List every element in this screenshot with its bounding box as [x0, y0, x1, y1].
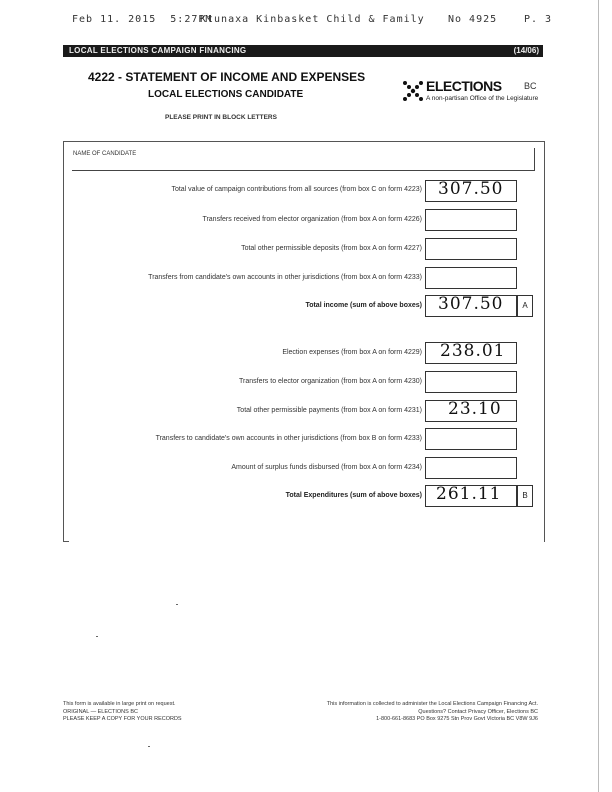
total-income-label: Total income (sum of above boxes) — [305, 302, 422, 309]
row-label-election-expenses: Election expenses (from box A on form 4229) — [282, 349, 422, 356]
logo-word: ELECTIONS — [426, 78, 502, 94]
row-label-own-accounts-in: Transfers from candidate's own accounts in other jurisdictions (from box A on form 4233) — [148, 274, 422, 281]
scan-speck — [148, 746, 150, 747]
footer-left-line-3: PLEASE KEEP A COPY FOR YOUR RECORDS — [63, 716, 182, 722]
row-label-other-deposits: Total other permissible deposits (from box A on form 4227) — [241, 245, 422, 252]
x-mark-icon — [402, 80, 424, 102]
box-letter-b: B — [517, 485, 533, 507]
elector-transfers-out-box[interactable] — [425, 371, 517, 393]
footer-right-line-2: Questions? Contact Privacy Officer, Elections BC — [418, 708, 538, 715]
form-subtitle: LOCAL ELECTIONS CANDIDATE — [148, 89, 304, 100]
contributions-value: 307.50 — [438, 179, 504, 199]
row-label-elector-transfers-in: Transfers received from elector organization (from box A on form 4226) — [202, 216, 422, 223]
own-accounts-out-box[interactable] — [425, 428, 517, 450]
footer-left-line-2: ORIGINAL — ELECTIONS BC — [63, 708, 138, 715]
total-expenditures-label: Total Expenditures (sum of above boxes) — [285, 492, 422, 499]
total-expenditures-value: 261.11 — [436, 484, 502, 504]
row-label-own-accounts-out: Transfers to candidate's own accounts in other jurisdictions (from box B on form 4233) — [155, 435, 422, 442]
other-payments-value: 23.10 — [448, 399, 502, 419]
row-label-surplus-funds: Amount of surplus funds disbursed (from box A on form 4234) — [231, 464, 422, 471]
own-accounts-in-box[interactable] — [425, 267, 517, 289]
band-title: LOCAL ELECTIONS CAMPAIGN FINANCING — [69, 46, 247, 55]
footer-right-line-3: 1-800-661-8683 PO Box 9275 Stn Prov Govt Victoria BC V8W 9J6 — [376, 716, 538, 722]
logo-suffix: BC — [524, 81, 537, 91]
print-instruction: PLEASE PRINT IN BLOCK LETTERS — [165, 114, 277, 121]
fax-header — [72, 14, 572, 28]
other-deposits-box[interactable] — [425, 238, 517, 260]
name-field-end — [534, 148, 535, 170]
row-label-other-payments: Total other permissible payments (from box A on form 4231) — [236, 407, 422, 414]
footer-right — [300, 701, 538, 724]
form-title: 4222 - STATEMENT OF INCOME AND EXPENSES — [88, 70, 366, 84]
candidate-name-label: NAME OF CANDIDATE — [73, 151, 137, 157]
footer-left-line-1: This form is available in large print on request. — [63, 701, 176, 707]
total-income-value: 307.50 — [438, 294, 504, 314]
row-label-contributions: Total value of campaign contributions from all sources (from box C on form 4223) — [171, 186, 422, 193]
logo-tagline: A non-partisan Office of the Legislature — [426, 95, 539, 102]
frame-corner — [63, 541, 69, 542]
elections-bc-logo — [402, 78, 552, 108]
scan-edge-line — [598, 0, 599, 792]
scan-speck — [176, 604, 178, 605]
elector-transfers-in-box[interactable] — [425, 209, 517, 231]
footer-left — [63, 701, 182, 724]
candidate-name-field[interactable] — [72, 170, 535, 171]
row-label-elector-transfers-out: Transfers to elector organization (from box A on form 4230) — [239, 378, 422, 385]
fax-page: P. 3 — [524, 14, 553, 25]
scan-speck — [96, 636, 98, 637]
election-expenses-value: 238.01 — [440, 341, 506, 361]
box-letter-a: A — [517, 295, 533, 317]
form-version: (14/06) — [513, 46, 539, 55]
surplus-funds-box[interactable] — [425, 457, 517, 479]
fax-organization: Ktunaxa Kinbasket Child & Family — [200, 14, 425, 25]
fax-number: No 4925 — [448, 14, 498, 25]
header-band — [63, 45, 543, 57]
fax-date-time: Feb 11. 2015 5:27PM — [72, 14, 213, 25]
footer-right-line-1: This information is collected to administer the Local Elections Campaign Financing Act. — [326, 701, 538, 707]
